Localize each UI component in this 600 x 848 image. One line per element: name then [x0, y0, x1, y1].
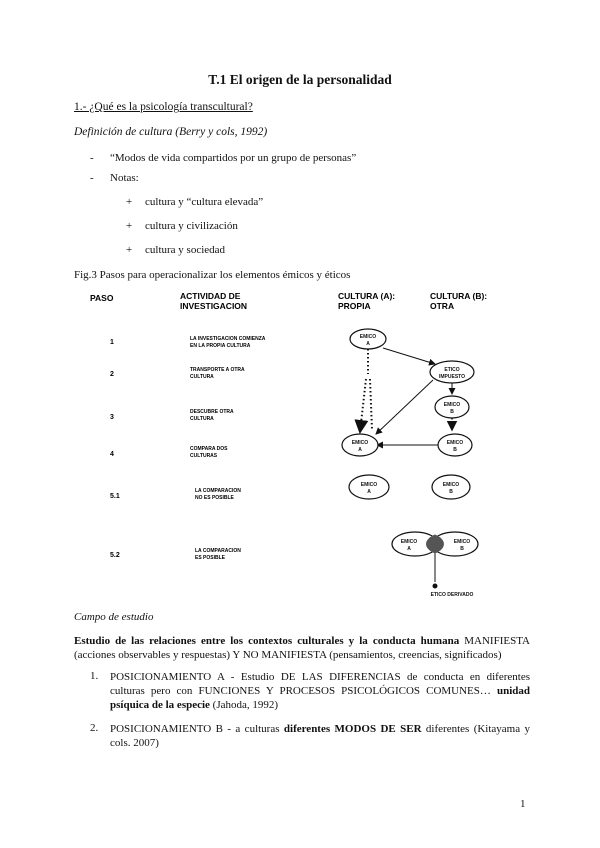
node-label: EMICO — [351, 440, 369, 446]
step-activity: LA COMPARACION — [195, 488, 241, 494]
page-title: T.1 El origen de la personalidad — [208, 72, 392, 87]
figure-caption: Fig.3 Pasos para operacionalizar los elementos émicos y éticos — [74, 269, 351, 281]
node-label: ETICO — [444, 367, 460, 373]
node-label: B — [453, 447, 457, 453]
campo-heading: Campo de estudio — [74, 611, 154, 623]
node-label: EMICO — [400, 539, 418, 545]
overlap-region — [426, 535, 444, 554]
node-label: A — [407, 546, 411, 552]
node-label: B — [460, 546, 464, 552]
header-cultura-a: CULTURA (A): — [338, 291, 396, 301]
node-label: A — [358, 447, 362, 453]
node-label: EMICO — [453, 539, 471, 545]
header-cultura-a: PROPIA — [338, 301, 371, 311]
node-label: EMICO — [446, 440, 464, 446]
header-paso: PASO — [90, 293, 114, 303]
node-label: IMPUESTO — [438, 374, 466, 380]
emic-etic-diagram — [80, 285, 540, 600]
step-number: 2 — [110, 371, 114, 378]
activity-labels — [190, 336, 266, 561]
definition-heading: Definición de cultura (Berry y cols, 1992) — [74, 126, 268, 138]
step-number: 5.2 — [110, 552, 120, 559]
step-activity: CULTURA — [190, 416, 214, 422]
bullet-text: “Modos de vida compartidos por un grupo de personas” — [110, 152, 357, 164]
etico-derivado-dot — [433, 584, 438, 589]
step-activity: DESCUBRE OTRA — [190, 409, 234, 415]
step-activity: ES POSIBLE — [195, 555, 226, 561]
node-label: ETICO DERIVADO — [430, 592, 474, 598]
node-labels — [352, 334, 474, 598]
node-label: B — [449, 489, 453, 495]
node-label: EMICO — [360, 482, 378, 488]
step-number: 1 — [110, 339, 114, 346]
step-activity: NO ES POSIBLE — [195, 495, 234, 501]
step-activity: CULTURAS — [190, 453, 218, 459]
header-actividad: INVESTIGACION — [180, 301, 248, 311]
step-number: 3 — [110, 414, 114, 421]
node-label: EMICO — [359, 334, 377, 340]
page-number: 1 — [520, 798, 526, 810]
step-activity: TRANSPORTE A OTRA — [190, 367, 245, 373]
step-activity: EN LA PROPIA CULTURA — [190, 343, 251, 349]
bullet-text: Notas: — [110, 172, 139, 184]
node-label: A — [367, 489, 371, 495]
node-label: A — [366, 341, 370, 347]
header-cultura-b: OTRA — [430, 301, 455, 311]
estudio-bold: Estudio de las relaciones entre los contextos culturales y la conducta humana — [74, 635, 460, 647]
node-label: EMICO — [443, 402, 461, 408]
step-activity: CULTURA — [190, 374, 214, 380]
node-label: EMICO — [442, 482, 460, 488]
estudio-paragraph — [74, 634, 530, 662]
section-heading: 1.- ¿Qué es la psicología transcultural? — [74, 101, 253, 113]
step-number: 5.1 — [110, 493, 120, 500]
estudio-rest: MANIFIESTA (acciones observables y respuestas) Y NO MANIFIESTA (pensamientos, creencias, significados) — [74, 635, 530, 661]
step-activity: COMPARA DOS — [190, 446, 228, 452]
header-cultura-b: CULTURA (B): — [430, 291, 488, 301]
header-actividad: ACTIVIDAD DE — [180, 291, 241, 301]
node-label: B — [450, 409, 454, 415]
step-activity: LA INVESTIGACION COMIENZA — [190, 336, 266, 342]
step-number: 4 — [110, 451, 114, 458]
step-activity: LA COMPARACION — [195, 548, 241, 554]
